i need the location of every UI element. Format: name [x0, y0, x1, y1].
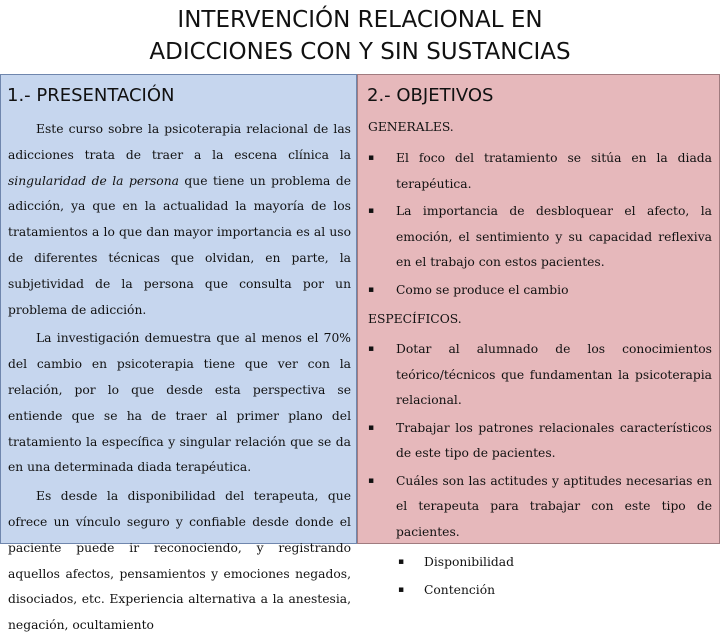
bullet-icon: ▪ [398, 557, 405, 567]
list-item: ▪ La importancia de desbloquear el afecto, la emoción, el sentimiento y su capacidad reflexiva en el trabajo con estos pacientes. [368, 199, 712, 276]
bullet-icon: ▪ [368, 422, 375, 433]
bullet-icon: ▪ [368, 284, 375, 295]
list-item: ▪ Dotar al alumnado de los conocimientos teórico/técnicos que fundamentan la psicoterapia relacional. [368, 337, 712, 414]
specific-label: ESPECÍFICOS. [368, 312, 462, 326]
objectives-panel [357, 74, 720, 597]
list-item: ▪ Disponibilidad [396, 548, 712, 576]
objectives-heading: 2.- OBJETIVOS [367, 85, 494, 106]
list-item: ▪ Como se produce el cambio [368, 278, 712, 304]
p1-text-a: Este curso sobre la psicoterapia relacional de las adicciones trata de traer a la escena clínica la [8, 122, 351, 162]
bullet-icon: ▪ [368, 206, 375, 216]
bullet-icon: ▪ [368, 475, 375, 486]
bullet-icon: ▪ [398, 585, 405, 595]
title-line-2: ADICCIONES CON Y SIN SUSTANCIAS [149, 39, 571, 65]
general-list [368, 146, 712, 303]
bullet-icon: ▪ [368, 344, 375, 354]
list-item: ▪ Trabajar los patrones relacionales característicos de este tipo de pacientes. [368, 416, 712, 467]
specific-list [368, 337, 712, 545]
bullet-icon: ▪ [368, 153, 375, 163]
title-line-1: INTERVENCIÓN RELACIONAL EN [177, 7, 543, 33]
presentation-paragraph-1 [8, 117, 351, 323]
list-item: ▪ Cuáles son las actitudes y aptitudes necesarias en el terapeuta para trabajar con este tipo de pacientes. [368, 469, 712, 546]
presentation-paragraph-3: Es desde la disponibilidad del terapeuta, que ofrece un vínculo seguro y confiable desde donde el paciente puede ir reconociendo, y registrando aquellos afectos, pensamientos y emociones negados, disociados, etc. Experiencia alternativa a la anestesia, negación, ocultamiento [8, 489, 351, 633]
page-title [0, 4, 720, 68]
list-item: ▪ Contención [396, 576, 712, 604]
general-label: GENERALES. [368, 120, 454, 134]
objectives-body [368, 117, 712, 604]
p1-text-b: que tiene un problema de adicción, ya que en la actualidad la mayoría de los tratamientos a lo que dan mayor importancia es al uso de diferentes técnicas que olvidan, en parte, la subjetividad de la persona que consulta por un problema de adicción. [8, 173, 351, 317]
attitudes-sublist [368, 548, 712, 604]
presentation-heading: 1.- PRESENTACIÓN [7, 85, 175, 106]
presentation-panel [0, 74, 357, 633]
presentation-paragraph-2: La investigación demuestra que al menos el 70% del cambio en psicoterapia tiene que ver con la relación, por lo que desde esta perspectiva se entiende que se ha de traer al primer plano del tratamiento la específica y singular relación que se da en una determinada diada terapéutica. [8, 331, 351, 475]
p1-italic: singularidad de la persona [8, 173, 179, 188]
list-item: ▪ El foco del tratamiento se sitúa en la diada terapéutica. [368, 146, 712, 197]
presentation-body [8, 117, 351, 639]
